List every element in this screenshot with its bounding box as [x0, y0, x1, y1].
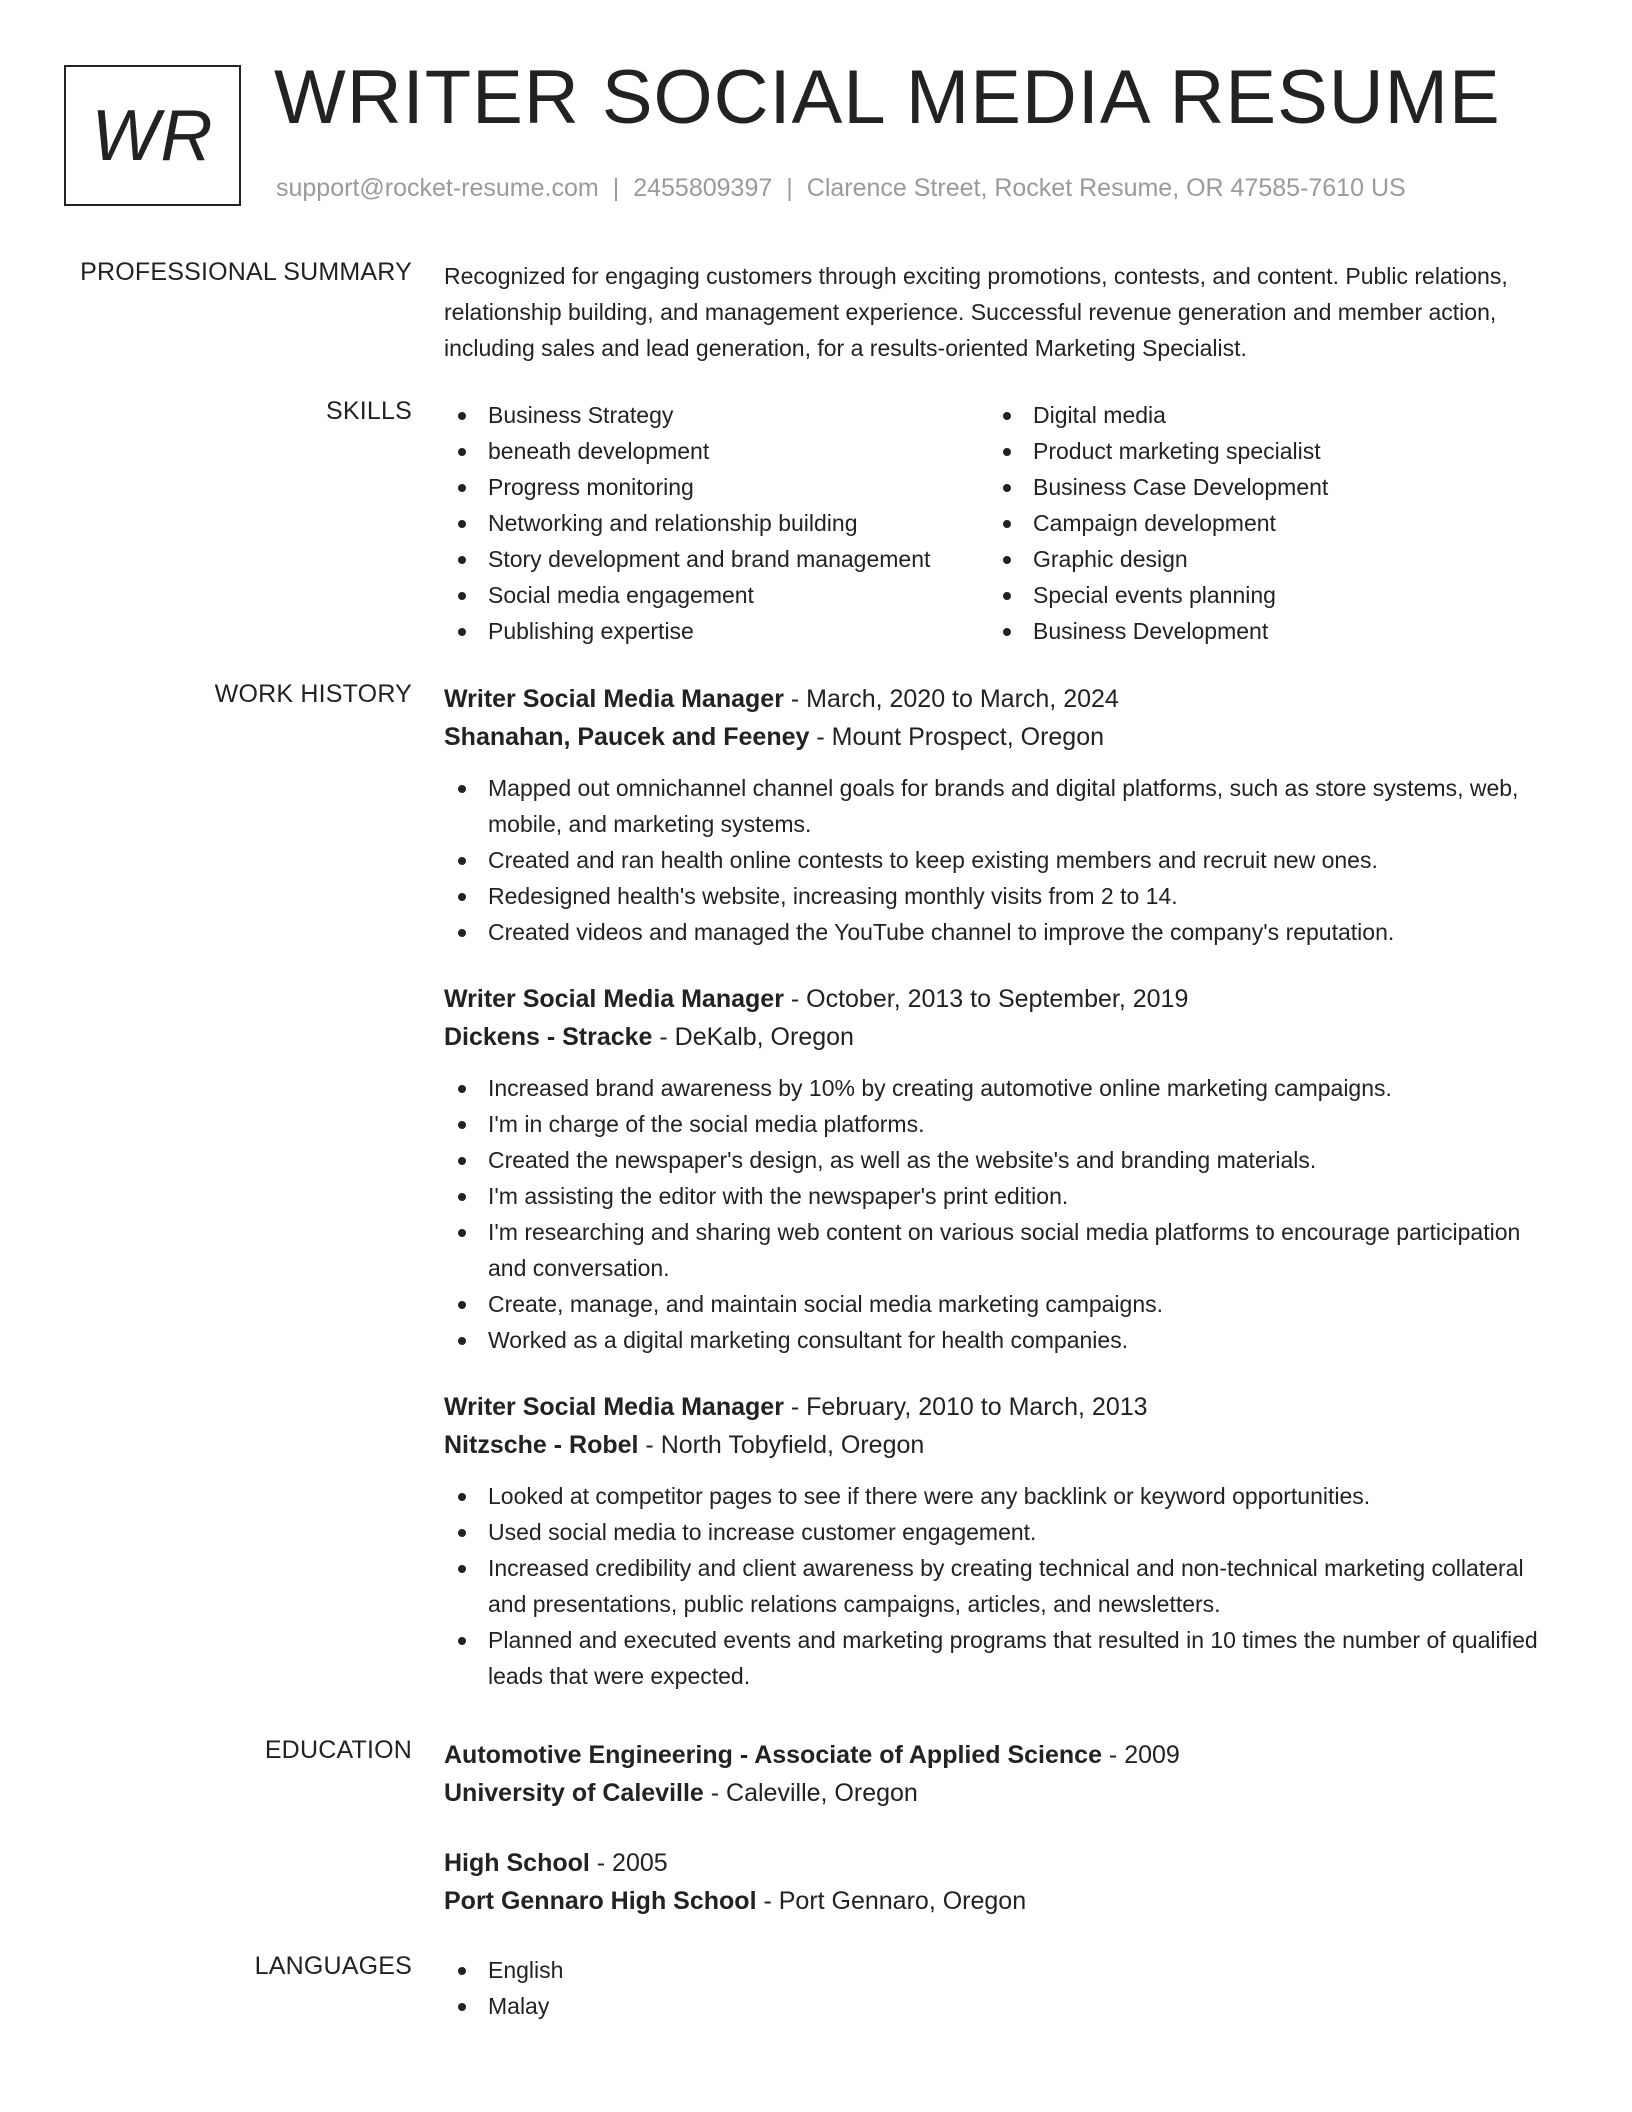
- job-bullet: I'm researching and sharing web content on various social media platforms to encourage participation and conversation.: [444, 1214, 1564, 1286]
- job-location: North Tobyfield, Oregon: [660, 1431, 925, 1459]
- job-bullet: Created the newspaper's design, as well as the website's and branding materials.: [444, 1142, 1564, 1178]
- work-history-body: [444, 680, 1564, 1724]
- education-entry: [444, 1844, 1564, 1920]
- languages-list: [444, 1952, 1564, 2024]
- job-title-line: Writer Social Media Manager - October, 2013 to September, 2019: [444, 985, 1189, 1013]
- education-school-line: Port Gennaro High School - Port Gennaro, Oregon: [444, 1887, 1027, 1915]
- job-bullet: Increased credibility and client awareness by creating technical and non-technical marketing collateral and presentations, public relations campaigns, articles, and newsletters.: [444, 1550, 1564, 1622]
- job-company: Nitzsche - Robel: [444, 1431, 639, 1459]
- skill-item: Digital media: [989, 397, 1534, 433]
- page-title: WRITER SOCIAL MEDIA RESUME: [274, 55, 1501, 140]
- skill-item: Campaign development: [989, 505, 1534, 541]
- job-title: Writer Social Media Manager: [444, 685, 784, 713]
- job-bullet: Created and ran health online contests to keep existing members and recruit new ones.: [444, 842, 1564, 878]
- education-school-line: University of Caleville - Caleville, Oregon: [444, 1779, 918, 1807]
- education-heading: EDUCATION: [264, 1736, 412, 1764]
- education-location: Caleville, Oregon: [726, 1779, 918, 1807]
- skill-item: Special events planning: [989, 577, 1534, 613]
- education-degree-line: Automotive Engineering - Associate of Applied Science - 2009: [444, 1741, 1180, 1769]
- summary-heading: PROFESSIONAL SUMMARY: [80, 258, 412, 286]
- skills-body: [444, 397, 1564, 649]
- language-item: English: [444, 1952, 1564, 1988]
- skill-item: Progress monitoring: [444, 469, 989, 505]
- skill-item: Business Case Development: [989, 469, 1534, 505]
- summary-text: Recognized for engaging customers through exciting promotions, contests, and content. Public relations, relationship building, and management experience. Successful revenue generation and member action, including sales and lead generation, for a results-oriented Marketing Specialist.: [444, 263, 1508, 361]
- contact-separator: |: [786, 174, 793, 202]
- job-entry: [444, 980, 1564, 1358]
- job-bullets: [444, 1070, 1564, 1358]
- languages-heading: LANGUAGES: [254, 1952, 412, 1980]
- job-bullet: Planned and executed events and marketing programs that resulted in 10 times the number of qualified leads that were expected.: [444, 1622, 1564, 1694]
- job-bullet: Create, manage, and maintain social media marketing campaigns.: [444, 1286, 1564, 1322]
- education-body: [444, 1736, 1564, 1952]
- contact-address: Clarence Street, Rocket Resume, OR 47585-7610 US: [806, 174, 1406, 202]
- job-title-line: Writer Social Media Manager - March, 2020 to March, 2024: [444, 685, 1119, 713]
- job-entry: [444, 1388, 1564, 1694]
- education-year: 2009: [1124, 1741, 1180, 1769]
- skill-item: Business Development: [989, 613, 1534, 649]
- job-bullet: Redesigned health's website, increasing monthly visits from 2 to 14.: [444, 878, 1564, 914]
- monogram-box: [64, 65, 241, 206]
- job-location: DeKalb, Oregon: [674, 1023, 854, 1051]
- job-entry: [444, 680, 1564, 950]
- monogram-initials: WR: [91, 95, 214, 176]
- job-title-line: Writer Social Media Manager - February, 2010 to March, 2013: [444, 1393, 1148, 1421]
- job-bullet: Looked at competitor pages to see if there were any backlink or keyword opportunities.: [444, 1478, 1564, 1514]
- job-bullet: Increased brand awareness by 10% by creating automotive online marketing campaigns.: [444, 1070, 1564, 1106]
- languages-body: [444, 1952, 1564, 2024]
- job-company: Shanahan, Paucek and Feeney: [444, 723, 810, 751]
- job-company-line: Shanahan, Paucek and Feeney - Mount Prospect, Oregon: [444, 723, 1105, 751]
- education-degree: Automotive Engineering - Associate of Applied Science: [444, 1741, 1102, 1769]
- job-company-line: Dickens - Stracke - DeKalb, Oregon: [444, 1023, 854, 1051]
- skills-right-list: [989, 397, 1534, 649]
- job-dates: February, 2010 to March, 2013: [806, 1393, 1148, 1421]
- education-school: Port Gennaro High School: [444, 1887, 757, 1915]
- skills-grid: [444, 397, 1564, 649]
- skill-item: beneath development: [444, 433, 989, 469]
- education-degree: High School: [444, 1849, 590, 1877]
- job-dates: March, 2020 to March, 2024: [806, 685, 1119, 713]
- education-degree-line: High School - 2005: [444, 1849, 668, 1877]
- contact-phone: 2455809397: [633, 174, 773, 202]
- education-entry: [444, 1736, 1564, 1812]
- work-history-heading: WORK HISTORY: [214, 680, 412, 708]
- job-title: Writer Social Media Manager: [444, 985, 784, 1013]
- job-bullets: [444, 770, 1564, 950]
- job-bullet: I'm assisting the editor with the newspaper's print edition.: [444, 1178, 1564, 1214]
- job-bullet: Worked as a digital marketing consultant for health companies.: [444, 1322, 1564, 1358]
- skill-item: Product marketing specialist: [989, 433, 1534, 469]
- job-bullet: Used social media to increase customer engagement.: [444, 1514, 1564, 1550]
- job-title: Writer Social Media Manager: [444, 1393, 784, 1421]
- job-location: Mount Prospect, Oregon: [831, 723, 1105, 751]
- education-school: University of Caleville: [444, 1779, 704, 1807]
- education-location: Port Gennaro, Oregon: [778, 1887, 1027, 1915]
- skills-heading: SKILLS: [326, 397, 412, 425]
- contact-email: support@rocket-resume.com: [276, 174, 599, 202]
- job-bullet: I'm in charge of the social media platforms.: [444, 1106, 1564, 1142]
- skill-item: Story development and brand management: [444, 541, 989, 577]
- contact-line: [276, 174, 1406, 203]
- skill-item: Graphic design: [989, 541, 1534, 577]
- job-dates: October, 2013 to September, 2019: [806, 985, 1189, 1013]
- job-company: Dickens - Stracke: [444, 1023, 653, 1051]
- skill-item: Publishing expertise: [444, 613, 989, 649]
- education-year: 2005: [612, 1849, 668, 1877]
- job-company-line: Nitzsche - Robel - North Tobyfield, Oregon: [444, 1431, 925, 1459]
- contact-separator: |: [612, 174, 620, 202]
- language-item: Malay: [444, 1988, 1564, 2024]
- skills-left-list: [444, 397, 989, 649]
- job-bullet: Created videos and managed the YouTube channel to improve the company's reputation.: [444, 914, 1564, 950]
- skill-item: Networking and relationship building: [444, 505, 989, 541]
- job-bullets: [444, 1478, 1564, 1694]
- job-bullet: Mapped out omnichannel channel goals for brands and digital platforms, such as store systems, web, mobile, and marketing systems.: [444, 770, 1564, 842]
- skill-item: Business Strategy: [444, 397, 989, 433]
- skill-item: Social media engagement: [444, 577, 989, 613]
